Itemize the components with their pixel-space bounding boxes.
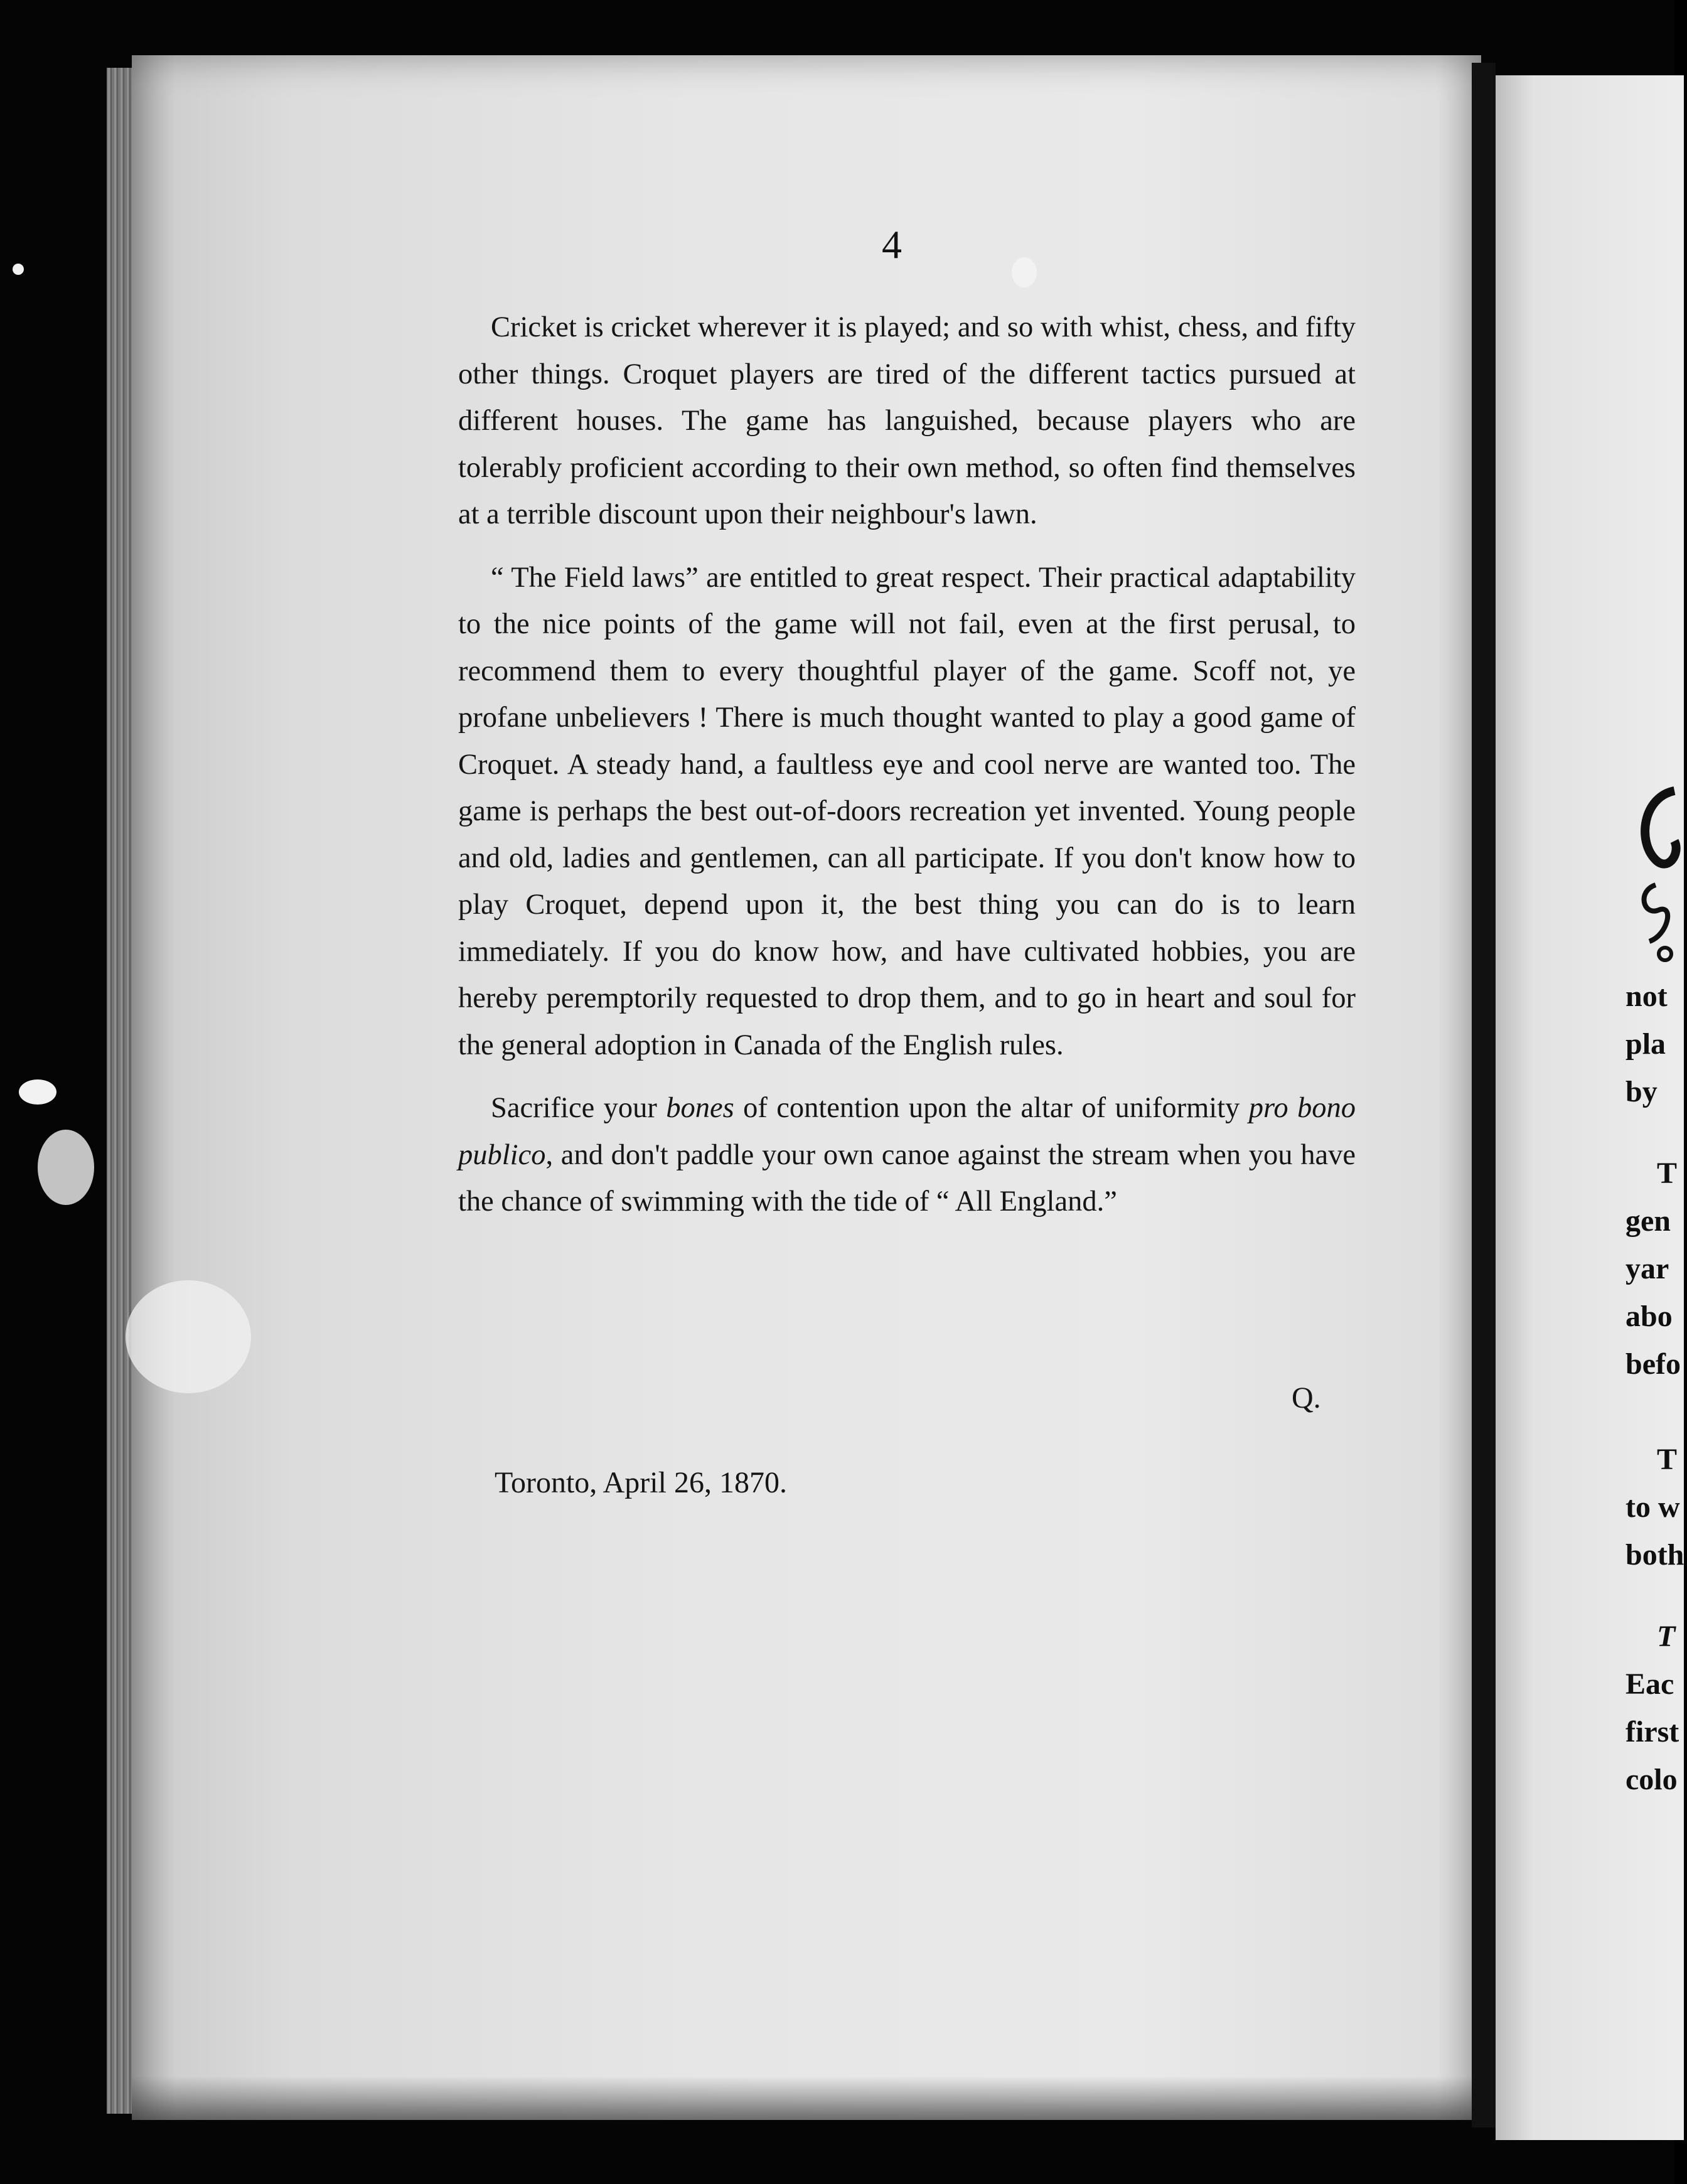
facing-page-fragment: to w [1625,1491,1680,1524]
facing-page-fragment: Eac [1625,1667,1674,1701]
facing-page-fragment: T [1657,1620,1676,1653]
paragraph: “ The Field laws” are entitled to great respect. Their practical adaptability to the nice points of the game will not fail, even at the first perusal, to recommend them to every thoughtful player of the game. Scoff not, ye profane unbelievers ! There is much thought wanted to play a good game of Croquet. A steady hand, a faultless eye and cool nerve are wanted too. The game is perhaps the best out-of-doors recreation yet invented. Young people and old, ladies and gentlemen, can all participate. If you don't know how to play Croquet, depend upon it, the best thing you can do is to learn immediately. If you do know how, and have cultivated hobbies, you are hereby peremptorily requested to drop them, and to go in heart and soul for the general adoption in Canada of the English rules. [458,561,1356,1061]
facing-page-fragment: T [1657,1443,1678,1476]
ornamental-initial-icon [1631,784,1687,966]
facing-page-fragment: befo [1625,1347,1681,1381]
text-run: of contention upon the altar of uniformity [734,1092,1249,1124]
scan-speck [19,1079,56,1105]
page-number: 4 [882,222,902,267]
facing-page-fragment: first [1625,1715,1679,1748]
facing-page-fragment: by [1625,1075,1658,1108]
italic-text: pro bono publico [458,1092,1356,1171]
scan-speck [126,1280,251,1393]
scan-speck [1012,257,1037,287]
facing-page-fragment: abo [1625,1300,1673,1333]
text-run: Sacrifice your [491,1092,667,1124]
facing-page-fragment: both [1625,1538,1684,1571]
facing-page-fragment: T [1657,1157,1678,1190]
facing-page-fragment: pla [1625,1027,1666,1061]
text-run: , and don't paddle your own canoe against the stream when you have the chance of swimming with the tide of “ All England.” [458,1138,1356,1218]
paragraph: Cricket is cricket wherever it is played; and so with whist, chess, and fifty other things. Croquet players are tired of the different tactics pursued at different houses. The game has languished, because players who are tolerably proficient according to their own method, so often find themselves at a terrible discount upon their neighbour's lawn. [458,311,1356,530]
body-text [458,304,1356,1242]
facing-page-fragment: colo [1625,1763,1678,1796]
facing-page-fragment: not [1625,980,1668,1013]
scan-speck [38,1130,94,1205]
paragraph [458,1085,1356,1226]
scan-speck [13,264,24,275]
book-gutter [1472,63,1496,2128]
dateline: Toronto, April 26, 1870. [495,1466,787,1499]
facing-page-fragment: yar [1625,1252,1669,1285]
facing-page-fragment: gen [1625,1204,1671,1238]
italic-text: bones [666,1092,734,1124]
signature: Q. [1292,1381,1321,1415]
